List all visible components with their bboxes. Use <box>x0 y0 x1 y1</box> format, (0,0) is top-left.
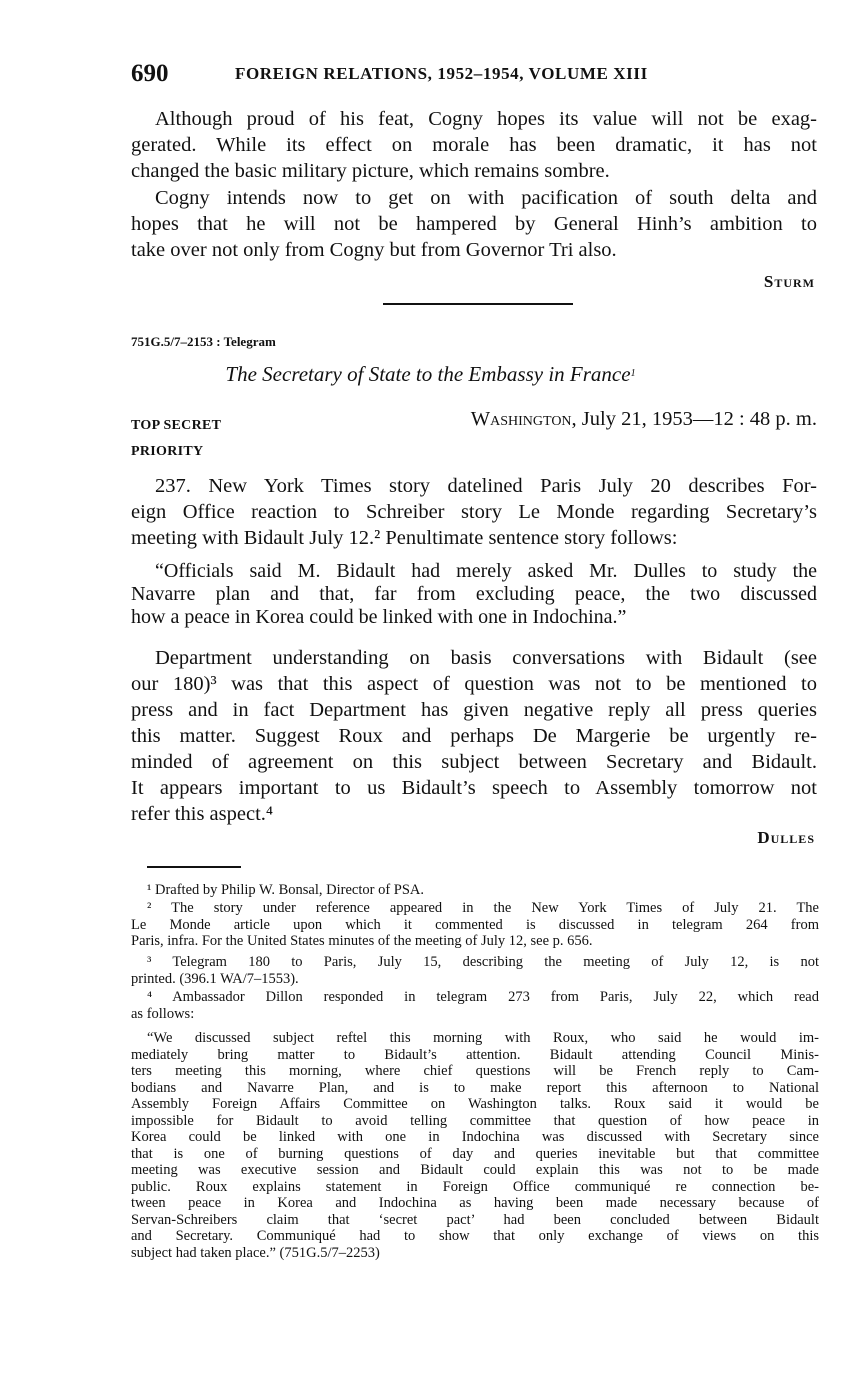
text-line: meeting with Bidault July 12.² Penultimate sentence story follows: <box>131 527 678 549</box>
dateline <box>471 408 817 431</box>
intro-paragraph-2 <box>131 185 817 263</box>
text-line: Paris, infra. For the United States minutes of the meeting of July 12, see p. 656. <box>131 933 593 949</box>
text-line: Korea could be linked with one in Indochina was discussed with Secretary since <box>131 1129 819 1145</box>
text-line: It appears important to us Bidault’s speech to Assembly tomorrow not <box>131 777 817 799</box>
page-header <box>131 58 821 92</box>
text-line: ¹ Drafted by Philip W. Bonsal, Director of PSA. <box>147 882 425 898</box>
text-line: subject had taken place.” (751G.5/7–2253) <box>131 1244 380 1261</box>
page-number: 690 <box>131 60 169 87</box>
text-line: printed. (396.1 WA/7–1553). <box>131 970 299 987</box>
text-line: as follows: <box>131 1005 195 1022</box>
text-line: impossible for Bidault to avoid telling committee that question of how peace in <box>131 1112 819 1129</box>
signature-text: Dulles <box>757 828 815 847</box>
footnote-1 <box>131 882 819 899</box>
text-line: tween peace in Korea and Indochina as having been made necessary because of <box>131 1195 819 1211</box>
text-line: ⁴ Ambassador Dillon responded in telegram 273 from Paris, July 22, which read <box>147 989 819 1005</box>
quoted-passage <box>131 560 817 629</box>
dateline-place: Washington <box>470 408 572 430</box>
text-line: this matter. Suggest Roux and perhaps De Margerie be urgently re- <box>131 725 817 747</box>
text-line: hopes that he will not be hampered by General Hinh’s ambition to <box>131 213 817 235</box>
telegram-paragraph-2 <box>131 645 817 827</box>
text-line: press and in fact Department has given negative reply all press queries <box>131 699 817 721</box>
footnote-2 <box>131 900 819 950</box>
text-line: that is one of burning questions of day and queries inevitable but that committee <box>131 1145 819 1162</box>
text-line: how a peace in Korea could be linked with one in Indochina.” <box>131 606 627 628</box>
classification-label: TOP SECRET <box>131 418 222 433</box>
text-line: 237. New York Times story datelined Paris July 20 describes For- <box>155 475 817 497</box>
footnote-4 <box>131 989 819 1022</box>
running-head: FOREIGN RELATIONS, 1952–1954, VOLUME XIII <box>235 64 648 83</box>
text-line: take over not only from Cogny but from Governor Tri also. <box>131 239 617 261</box>
dateline-date: , July 21, 1953—12 : 48 p. m. <box>571 408 817 430</box>
text-line: ters meeting this morning, where chief questions will be French reply to Cam- <box>131 1063 819 1079</box>
text-line: Servan-Schreibers claim that ‘secret pact’ had been concluded between Bidault <box>131 1211 819 1228</box>
document-file-number: 751G.5/7–2153 : Telegram <box>131 334 276 349</box>
text-line: Although proud of his feat, Cogny hopes its value will not be exag- <box>155 108 817 130</box>
text-line: and Secretary. Communiqué had to show that only exchange of views on this <box>131 1228 819 1244</box>
text-line: Assembly Foreign Affairs Committee on Washington talks. Roux said it would be <box>131 1096 819 1112</box>
text-line: Cogny intends now to get on with pacification of south delta and <box>155 187 817 209</box>
text-line: bodians and Navarre Plan, and is to make report this afternoon to National <box>131 1079 819 1096</box>
text-line: mediately bring matter to Bidault’s attention. Bidault attending Council Minis- <box>131 1046 819 1063</box>
text-line: gerated. While its effect on morale has been dramatic, it has not <box>131 134 817 156</box>
text-line: Department understanding on basis conversations with Bidault (see <box>155 647 817 669</box>
text-line: public. Roux explains statement in Foreign Office communiqué re connection be- <box>131 1178 819 1195</box>
text-line: ³ Telegram 180 to Paris, July 15, describing the meeting of July 12, is not <box>147 954 819 970</box>
text-line: Le Monde article upon which it commented is discussed in telegram 264 from <box>131 916 819 933</box>
telegram-paragraph-1 <box>131 473 817 551</box>
document-title-text: The Secretary of State to the Embassy in France <box>225 362 631 386</box>
footnote-3 <box>131 954 819 987</box>
intro-paragraph-1 <box>131 106 817 184</box>
signature-dulles <box>757 828 815 848</box>
footnote-divider <box>147 866 241 868</box>
footnote-4-quote <box>131 1030 819 1261</box>
signature-text: Sturm <box>763 272 815 291</box>
text-line: meeting was executive session and Bidault could explain this was not to be made <box>131 1162 819 1178</box>
text-line: changed the basic military picture, which remains sombre. <box>131 160 610 182</box>
text-line: “Officials said M. Bidault had merely asked Mr. Dulles to study the <box>155 560 817 582</box>
text-line: “We discussed subject reftel this morning with Roux, who said he would im- <box>147 1030 819 1046</box>
text-line: our 180)³ was that this aspect of question was not to be mentioned to <box>131 673 817 695</box>
text-line: minded of agreement on this subject between Secretary and Bidault. <box>131 751 817 773</box>
text-line: refer this aspect.⁴ <box>131 803 274 825</box>
document-title <box>0 362 861 387</box>
text-line: ² The story under reference appeared in the New York Times of July 21. The <box>147 900 819 916</box>
priority-label: PRIORITY <box>131 444 204 459</box>
text-line: Navarre plan and that, far from excluding peace, the two discussed <box>131 583 817 605</box>
text-line: eign Office reaction to Schreiber story Le Monde regarding Secretary’s <box>131 501 817 523</box>
section-divider <box>383 303 573 305</box>
signature-sturm <box>764 272 815 292</box>
footnote-ref-1: 1 <box>630 368 636 379</box>
